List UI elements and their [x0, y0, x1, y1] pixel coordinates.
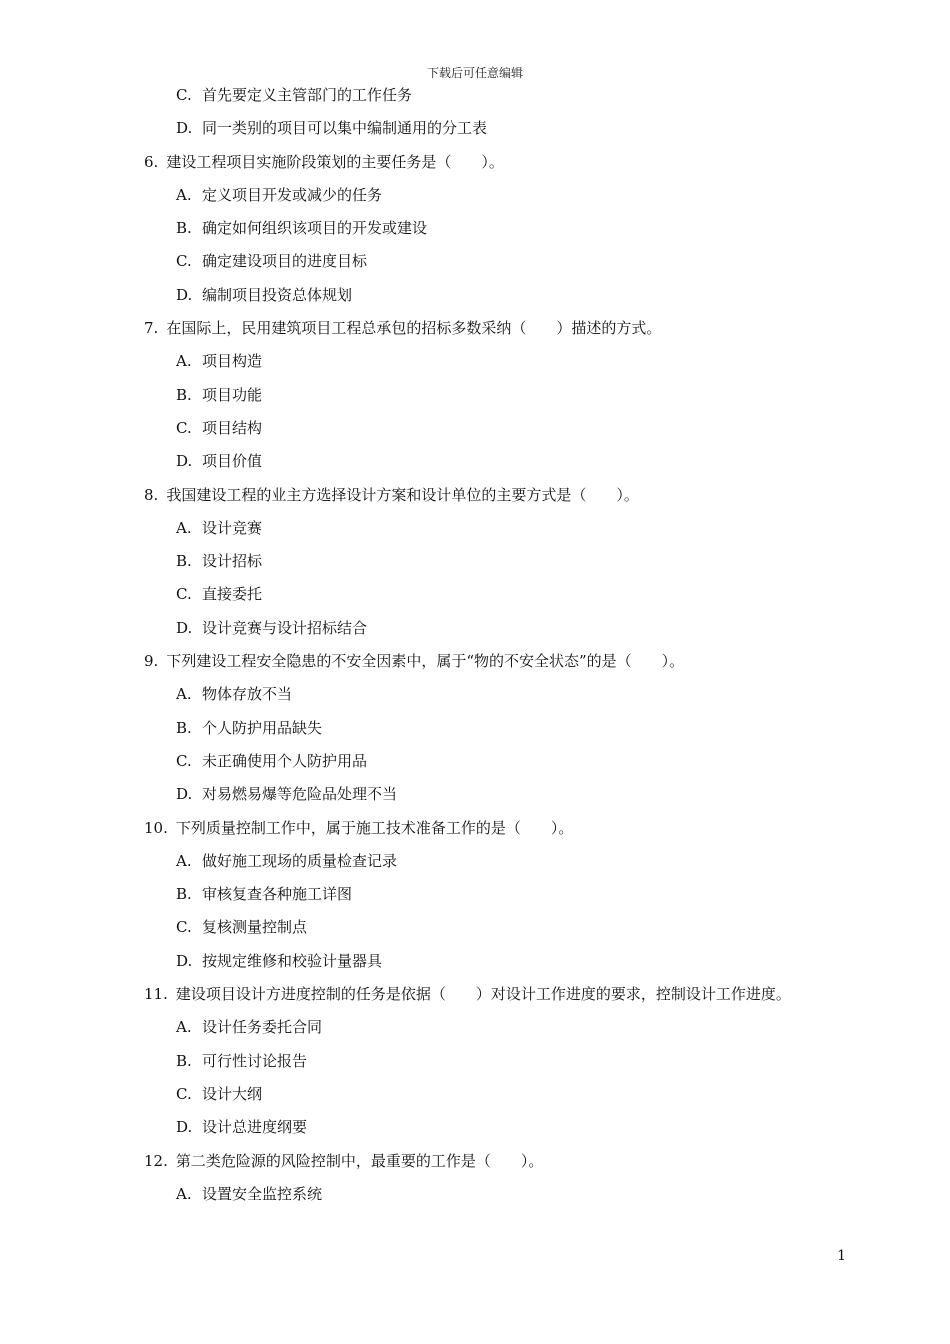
- option-letter: D.: [176, 285, 193, 304]
- option-letter: C.: [176, 585, 192, 604]
- option-text: 物体存放不当: [202, 685, 293, 704]
- question-10-option-a: [144, 850, 884, 883]
- question-6-option-a: [144, 184, 884, 217]
- option-letter: A.: [176, 185, 192, 204]
- option-letter: A.: [176, 1184, 192, 1203]
- option-letter: A.: [176, 518, 192, 537]
- question-list: [144, 84, 884, 1216]
- question-11-option-a: [144, 1016, 884, 1049]
- option-letter: C.: [176, 1084, 192, 1103]
- option-letter: C.: [176, 252, 192, 271]
- question-12-option-a: [144, 1183, 884, 1216]
- option-letter: B.: [176, 385, 192, 404]
- option-text: 直接委托: [202, 585, 263, 604]
- option-letter: A.: [176, 851, 192, 870]
- question-10-option-c: [144, 916, 884, 949]
- option-text: 设计竞赛与设计招标结合: [202, 618, 368, 637]
- option-letter: B.: [176, 885, 192, 904]
- option-letter: B.: [176, 219, 192, 238]
- option-letter: C.: [176, 86, 192, 104]
- option-letter: C.: [176, 418, 192, 437]
- option-text: 首先要定义主管部门的工作任务: [202, 86, 413, 104]
- question-6-option-d: [144, 284, 884, 317]
- question-text: 下列建设工程安全隐患的不安全因素中，属于“物的不安全状态”的是（ ）。: [166, 652, 685, 671]
- option-letter: B.: [176, 552, 192, 571]
- question-11-stem: [144, 983, 884, 1016]
- option-letter: A.: [176, 1018, 192, 1037]
- question-8-option-c: [144, 583, 884, 616]
- question-9-option-b: [144, 717, 884, 750]
- question-8-stem: [144, 484, 884, 517]
- option-letter: A.: [176, 685, 192, 704]
- question-number: 8.: [144, 485, 159, 504]
- option-letter: C.: [176, 918, 192, 937]
- question-7-stem: [144, 317, 884, 350]
- option-text: 同一类别的项目可以集中编制通用的分工表: [202, 119, 488, 138]
- option-text: 对易燃易爆等危险品处理不当: [202, 785, 398, 804]
- question-8-option-d: [144, 617, 884, 650]
- option-text: 未正确使用个人防护用品: [202, 751, 368, 770]
- option-text: 编制项目投资总体规划: [202, 285, 353, 304]
- page-number: 1: [837, 1248, 846, 1264]
- question-text: 建设工程项目实施阶段策划的主要任务是（ ）。: [166, 152, 504, 171]
- question-9-stem: [144, 650, 884, 683]
- option-text: 确定如何组织该项目的开发或建设: [202, 219, 428, 238]
- option-text: 项目结构: [202, 418, 263, 437]
- question-9-option-d: [144, 783, 884, 816]
- option-text: 确定建设项目的进度目标: [202, 252, 368, 271]
- question-6-option-c: [144, 250, 884, 283]
- option-d: [144, 117, 884, 150]
- question-7-option-b: [144, 384, 884, 417]
- option-text: 可行性讨论报告: [202, 1051, 308, 1070]
- question-10-option-d: [144, 950, 884, 983]
- option-text: 做好施工现场的质量检查记录: [202, 851, 398, 870]
- option-text: 设置安全监控系统: [202, 1184, 323, 1203]
- option-letter: D.: [176, 119, 193, 138]
- question-text: 在国际上，民用建筑项目工程总承包的招标多数采纳（ ）描述的方式。: [166, 319, 662, 338]
- question-10-stem: [144, 817, 884, 850]
- option-letter: D.: [176, 618, 193, 637]
- option-text: 复核测量控制点: [202, 918, 308, 937]
- page-header: 下载后可任意编辑: [426, 66, 523, 80]
- option-text: 项目价值: [202, 452, 263, 471]
- option-letter: B.: [176, 1051, 192, 1070]
- question-text: 我国建设工程的业主方选择设计方案和设计单位的主要方式是（ ）。: [166, 485, 639, 504]
- question-8-option-b: [144, 550, 884, 583]
- question-7-option-a: [144, 350, 884, 383]
- question-10-option-b: [144, 883, 884, 916]
- question-11-option-d: [144, 1116, 884, 1149]
- question-number: 11.: [144, 985, 168, 1004]
- question-9-option-c: [144, 750, 884, 783]
- question-number: 10.: [144, 818, 168, 837]
- option-letter: D.: [176, 1118, 193, 1137]
- question-7-option-c: [144, 417, 884, 450]
- option-text: 设计总进度纲要: [202, 1118, 308, 1137]
- question-6-stem: [144, 151, 884, 184]
- option-text: 设计招标: [202, 552, 263, 571]
- question-text: 第二类危险源的风险控制中，最重要的工作是（ ）。: [175, 1151, 544, 1170]
- question-number: 12.: [144, 1151, 168, 1170]
- question-8-option-a: [144, 517, 884, 550]
- option-letter: B.: [176, 718, 192, 737]
- question-text: 建设项目设计方进度控制的任务是依据（ ）对设计工作进度的要求，控制设计工作进度。: [175, 985, 791, 1004]
- question-6-option-b: [144, 217, 884, 250]
- option-text: 设计竞赛: [202, 518, 263, 537]
- question-number: 6.: [144, 152, 159, 171]
- option-text: 审核复查各种施工详图: [202, 885, 353, 904]
- question-11-option-b: [144, 1050, 884, 1083]
- question-12-stem: [144, 1150, 884, 1183]
- option-text: 设计任务委托合同: [202, 1018, 323, 1037]
- option-letter: A.: [176, 352, 192, 371]
- option-text: 设计大纲: [202, 1084, 263, 1103]
- option-text: 个人防护用品缺失: [202, 718, 323, 737]
- question-number: 9.: [144, 652, 159, 671]
- option-text: 按规定维修和校验计量器具: [202, 951, 383, 970]
- question-9-option-a: [144, 683, 884, 716]
- option-letter: D.: [176, 785, 193, 804]
- question-text: 下列质量控制工作中，属于施工技术准备工作的是（ ）。: [175, 818, 574, 837]
- option-letter: D.: [176, 951, 193, 970]
- question-number: 7.: [144, 319, 159, 338]
- option-text: 定义项目开发或减少的任务: [202, 185, 383, 204]
- option-letter: C.: [176, 751, 192, 770]
- option-text: 项目功能: [202, 385, 263, 404]
- option-text: 项目构造: [202, 352, 263, 371]
- question-11-option-c: [144, 1083, 884, 1116]
- question-7-option-d: [144, 450, 884, 483]
- option-letter: D.: [176, 452, 193, 471]
- option-c: [144, 84, 884, 117]
